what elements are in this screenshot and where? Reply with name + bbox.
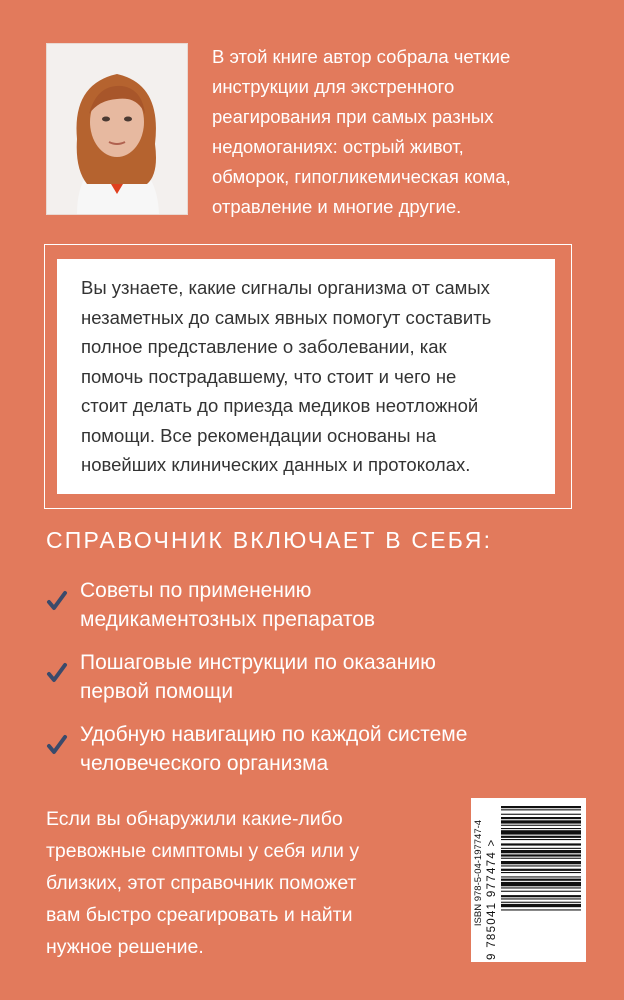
info-line: незаметных до самых явных помогут составить <box>81 306 492 328</box>
feature-item <box>46 720 606 778</box>
barcode-stripe <box>501 806 581 808</box>
feature-item <box>46 576 606 634</box>
barcode-stripe <box>501 887 581 888</box>
barcode-stripe <box>501 848 581 849</box>
info-line: помочь пострадавшему, что стоит и чего не <box>81 365 457 387</box>
barcode-stripe <box>501 898 581 899</box>
intro-line: инструкции для экстренного <box>212 76 455 97</box>
outro-line: Если вы обнаружили какие-либо <box>46 808 343 830</box>
feature-line: Советы по применению <box>80 579 312 602</box>
info-line: полное представление о заболевании, как <box>81 336 447 357</box>
barcode-stripe <box>501 843 581 845</box>
author-photo <box>46 43 188 215</box>
barcode-stripe <box>501 836 581 838</box>
intro-line: реагирования при самых разных <box>212 106 494 127</box>
barcode <box>471 798 586 962</box>
checkmark-icon <box>46 662 68 684</box>
barcode-stripe <box>501 814 581 815</box>
barcode-stripe <box>501 830 581 834</box>
barcode-stripe <box>501 876 581 877</box>
outro-line: тревожные симптомы у себя или у <box>46 840 360 862</box>
barcode-stripe <box>501 861 581 864</box>
outro-line: нужное решение. <box>46 936 204 958</box>
checkmark-icon <box>46 590 68 612</box>
feature-line: первой помощи <box>80 680 234 703</box>
info-line: Вы узнаете, какие сигналы организма от самых <box>81 277 490 298</box>
outro-line: вам быстро среагировать и найти <box>46 904 353 926</box>
info-box <box>57 259 555 494</box>
barcode-stripe <box>501 858 581 859</box>
barcode-stripe <box>501 902 581 903</box>
barcode-stripe <box>501 820 581 823</box>
intro-text <box>212 42 612 222</box>
feature-line: Удобную навигацию по каждой системе <box>80 723 468 746</box>
barcode-stripe <box>501 891 581 892</box>
barcode-stripe <box>501 828 581 829</box>
barcode-stripe <box>501 839 581 840</box>
intro-line: В этой книге автор собрала четкие <box>212 46 511 67</box>
barcode-stripe <box>501 872 581 873</box>
outro-line: близких, этот справочник поможет <box>46 872 357 894</box>
barcode-stripe <box>501 882 581 886</box>
barcode-stripe <box>501 879 581 881</box>
barcode-digits: 9 785041 977474 > <box>486 838 498 960</box>
feature-line: человеческого организма <box>80 752 329 775</box>
info-line: стоит делать до приезда медиков неотложной <box>81 395 479 416</box>
intro-line: обморок, гипогликемическая кома, <box>212 166 511 187</box>
section-title: СПРАВОЧНИК ВКЛЮЧАЕТ В СЕБЯ: <box>46 527 493 553</box>
barcode-stripe <box>501 850 581 853</box>
barcode-bars <box>501 806 581 954</box>
isbn-text: ISBN 978-5-04-197747-4 <box>473 819 484 927</box>
barcode-stripe <box>501 904 581 907</box>
feature-item <box>46 648 606 706</box>
barcode-stripe <box>501 817 581 819</box>
barcode-stripe <box>501 909 581 910</box>
info-line: помощи. Все рекомендации основаны на <box>81 424 437 446</box>
barcode-stripe <box>501 895 581 897</box>
barcode-stripe <box>501 869 581 871</box>
barcode-stripe <box>501 825 581 826</box>
barcode-stripe <box>501 865 581 866</box>
feature-line: медикаментозных препаратов <box>80 608 376 631</box>
barcode-stripe <box>501 854 581 856</box>
checkmark-icon <box>46 734 68 756</box>
outro-text <box>46 803 446 963</box>
barcode-stripe <box>501 809 581 810</box>
intro-line: отравление и многие другие. <box>212 196 462 217</box>
feature-list <box>46 576 606 792</box>
intro-line: недомоганиях: острый живот, <box>212 136 464 157</box>
feature-line: Пошаговые инструкции по оказанию <box>80 651 436 674</box>
info-line: новейших клинических данных и протоколах. <box>81 454 471 475</box>
